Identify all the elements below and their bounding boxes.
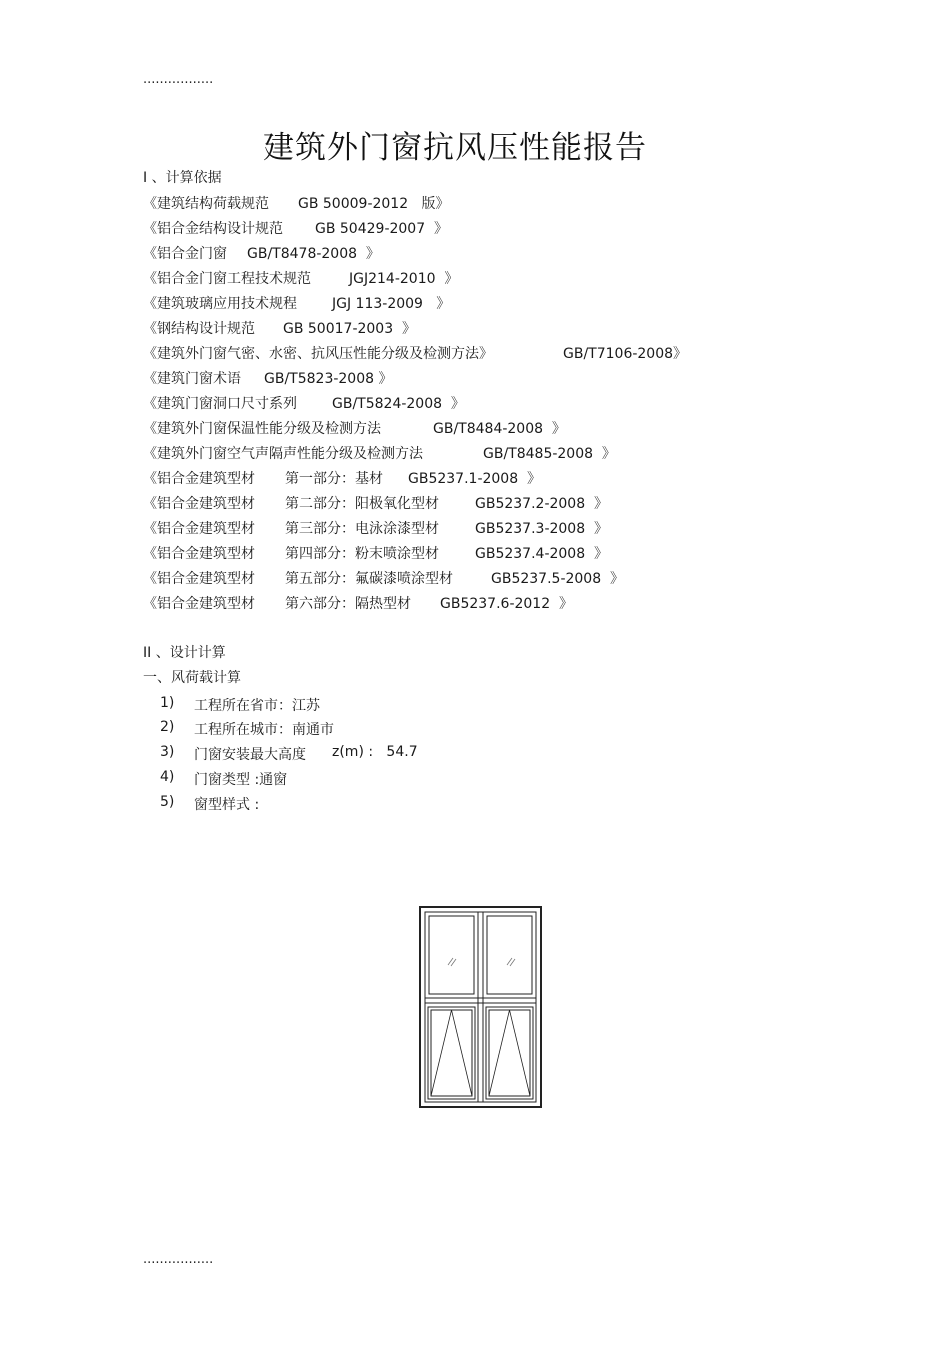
parameter-item [194,794,259,814]
item-number: 1) [160,695,175,711]
section-heading-design: II 、设计计算 [143,645,226,661]
parameter-label: 门窗安装最大高度 [194,747,306,763]
reference-name: 《铝合金门窗 [143,246,227,262]
profile-reference-item [143,545,609,563]
reference-part: 第四部分：粉末喷涂型材 [285,546,439,562]
reference-name: 《建筑玻璃应用技术规程 [143,296,297,312]
reference-item [143,370,393,388]
parameter-label: 门窗类型 :通窗 [194,772,288,788]
profile-reference-item [143,520,609,538]
profile-reference-item [143,470,542,488]
reference-name: 《建筑结构荷载规范 [143,196,269,212]
reference-code: GB/T5824-2008 》 [332,396,465,412]
reference-code: GB 50017-2003 》 [283,321,417,337]
footer-dots: ................. [143,1252,214,1267]
reference-item [143,320,417,338]
reference-name: 《建筑外门窗气密、水密、抗风压性能分级及检测方法》 [143,346,493,362]
fixed-pane-right [487,916,532,994]
reference-part: 第一部分：基材 [285,471,383,487]
parameter-item [194,695,320,715]
item-number: 4) [160,769,175,785]
reference-part: 第二部分：阳极氧化型材 [285,496,439,512]
reference-code: JGJ214-2010 》 [349,271,459,287]
item-number: 2) [160,719,175,735]
reference-item [143,345,688,363]
header-dots: ................. [143,72,214,87]
parameter-item [194,769,287,789]
item-number: 3) [160,744,175,760]
reference-item [143,195,450,213]
profile-reference-item [143,495,609,513]
reference-code: GB/T8485-2008 》 [483,446,616,462]
reference-name: 《铝合金建筑型材 [143,521,255,537]
profile-reference-item [143,595,574,613]
reference-code: GB/T5823-2008 》 [264,371,393,387]
sash-left [428,1007,475,1099]
reference-item [143,445,616,463]
reference-item [143,245,380,263]
section-heading-basis: I 、计算依据 [143,170,222,186]
parameter-item [194,744,418,764]
parameter-label: 工程所在城市：南通市 [194,722,334,738]
reference-item [143,395,465,413]
reference-name: 《铝合金门窗工程技术规范 [143,271,311,287]
reference-name: 《铝合金建筑型材 [143,496,255,512]
reference-part: 第六部分：隔热型材 [285,596,411,612]
opening-mark-left [431,1010,472,1096]
sash-right [486,1007,533,1099]
reference-item [143,420,566,438]
reference-item [143,295,451,313]
reference-name: 《钢结构设计规范 [143,321,255,337]
reference-code: GB5237.1-2008 》 [408,471,542,487]
parameter-label: 窗型样式 : [194,797,260,813]
reference-code: GB/T7106-2008》 [563,346,688,362]
reference-name: 《铝合金结构设计规范 [143,221,283,237]
reference-name: 《铝合金建筑型材 [143,546,255,562]
page-title: 建筑外门窗抗风压性能报告 [263,130,647,166]
reference-name: 《铝合金建筑型材 [143,571,255,587]
reference-code: GB5237.3-2008 》 [475,521,609,537]
reference-code: GB5237.2-2008 》 [475,496,609,512]
reference-code: GB5237.6-2012 》 [440,596,574,612]
opening-mark-right [489,1010,530,1096]
reference-part: 第三部分：电泳涂漆型材 [285,521,439,537]
reference-code: JGJ 113-2009 》 [332,296,451,312]
reference-part: 第五部分：氟碳漆喷涂型材 [285,571,453,587]
reference-code: GB/T8484-2008 》 [433,421,566,437]
profile-reference-item [143,570,625,588]
reference-name: 《建筑外门窗空气声隔声性能分级及检测方法 [143,446,423,462]
reference-code: GB 50009-2012 版》 [298,196,450,212]
window-elevation-drawing [418,905,544,1110]
reference-name: 《建筑外门窗保温性能分级及检测方法 [143,421,381,437]
reference-name: 《铝合金建筑型材 [143,471,255,487]
reference-name: 《建筑门窗术语 [143,371,241,387]
reference-code: GB5237.5-2008 》 [491,571,625,587]
sub-heading-wind-load: 一、风荷载计算 [143,670,241,686]
reference-name: 《建筑门窗洞口尺寸系列 [143,396,297,412]
parameter-value: z(m) : 54.7 [332,744,418,760]
reference-name: 《铝合金建筑型材 [143,596,255,612]
reference-code: GB/T8478-2008 》 [247,246,380,262]
fixed-pane-left [429,916,474,994]
reference-item [143,270,459,288]
parameter-label: 工程所在省市：江苏 [194,698,320,714]
item-number: 5) [160,794,175,810]
reference-code: GB5237.4-2008 》 [475,546,609,562]
reference-code: GB 50429-2007 》 [315,221,449,237]
reference-item [143,220,449,238]
parameter-item [194,719,334,739]
